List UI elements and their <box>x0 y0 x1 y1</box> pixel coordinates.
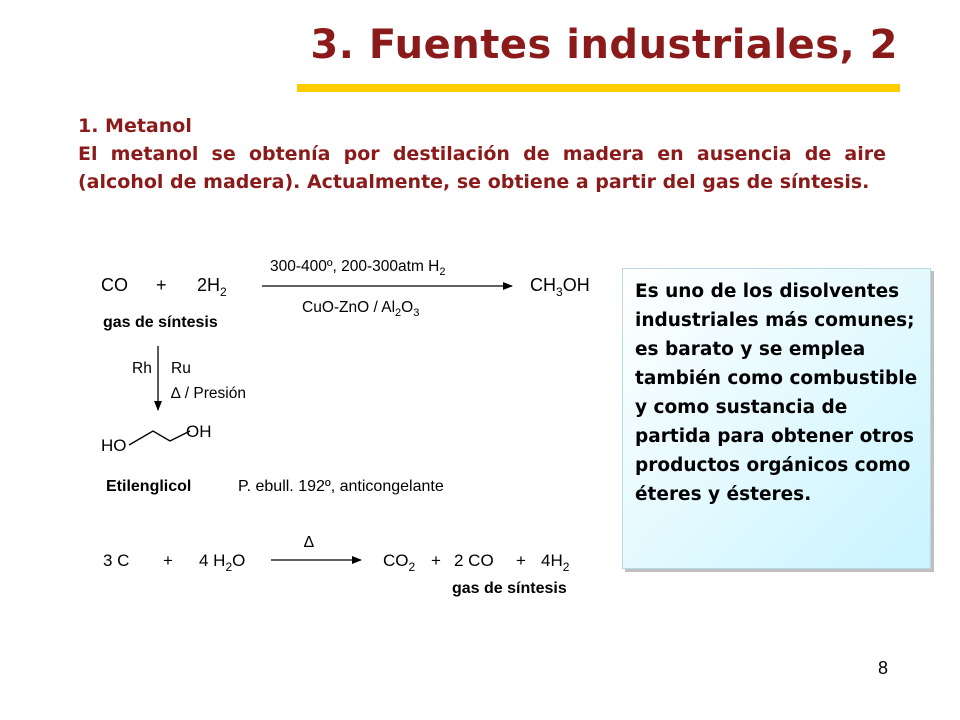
plus-sign: + <box>431 551 441 570</box>
product-name-etilenglicol: Etilenglicol <box>106 478 192 495</box>
intro-paragraph: El metanol se obtenía por destilación de madera en ausencia de aire (alcohol de madera). Actualmente, se obtiene a partir del gas de síntesis. <box>78 143 886 193</box>
reactant-carbon: 3 C <box>103 551 130 570</box>
product-co: 2 CO <box>454 551 494 570</box>
product-methanol: $CH_3OH$ <box>530 275 590 299</box>
slide-title: 3. Fuentes industriales, 2 <box>310 22 898 68</box>
reactant-h2: $2H_2$ <box>197 275 227 299</box>
product-co2: $CO_2$ <box>383 551 416 574</box>
section-heading: 1. Metanol <box>78 115 192 137</box>
condition-heat-pressure: ∆ / Presión <box>171 385 246 402</box>
reactant-co: CO <box>101 275 128 295</box>
info-callout-text: Es uno de los disolventes industriales más comunes; es barato y se emplea también como combustible y como sustancia de partida para obtener otros productos orgánicos como éteres y ésteres. <box>635 281 918 505</box>
reactant-water: 4 $H_2O$ <box>199 551 246 574</box>
product-info: P. ebull. 192º, anticongelante <box>238 478 444 495</box>
conditions-temperature-pressure: 300-400º, 200-300atm $H_2$ <box>270 258 446 278</box>
plus-sign: + <box>163 551 173 570</box>
catalyst-cuo-zno: $CuO-ZnO / Al_2O_3$ <box>302 299 420 319</box>
plus-sign: + <box>516 551 526 570</box>
label-gas-de-sintesis: gas de síntesis <box>452 580 567 597</box>
plus-sign: + <box>156 275 167 295</box>
heat-symbol: ∆ <box>304 534 314 551</box>
label-gas-de-sintesis: gas de síntesis <box>103 314 218 331</box>
product-h2: $4H_2$ <box>541 551 570 574</box>
info-callout-box <box>622 268 931 569</box>
label-oh: OH <box>186 422 212 441</box>
ethylene-glycol-skeleton <box>129 431 190 445</box>
catalyst-ru: Ru <box>171 360 191 377</box>
page-number: 8 <box>878 658 889 678</box>
catalyst-rh: Rh <box>132 360 152 377</box>
label-ho: HO <box>101 436 127 455</box>
